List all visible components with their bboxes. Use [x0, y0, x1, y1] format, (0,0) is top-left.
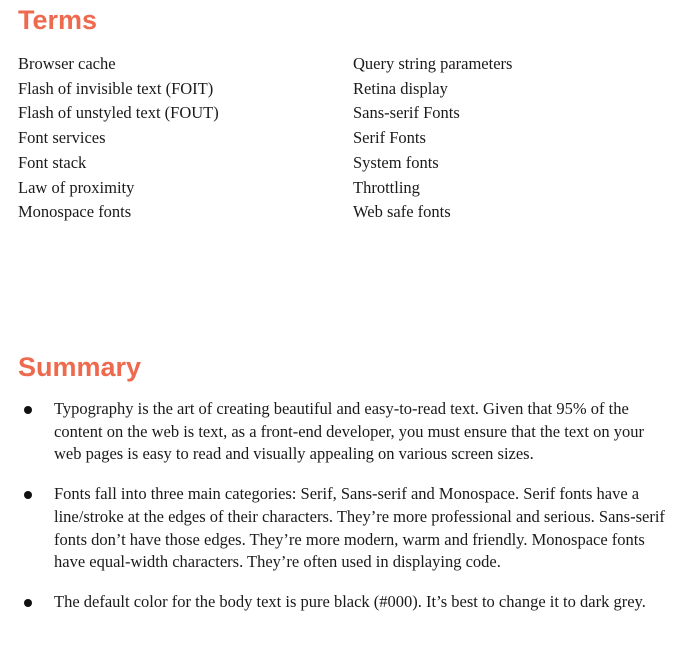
bullet-icon: [24, 599, 32, 607]
term-item: Monospace fonts: [18, 202, 132, 222]
bullet-icon: [24, 491, 32, 499]
summary-item-text: Fonts fall into three main categories: Serif, Sans-serif and Monospace. Serif fonts have a line/stroke at the edges of their characters. They’re more professional and serious. Sans-serif fonts don’t have those edges. They’re more modern, warm and friendly. Monospace fonts have equal-width characters. They’re often used in displaying code.: [54, 484, 665, 572]
term-item: Throttling: [353, 177, 420, 197]
term-item: Web safe fonts: [353, 202, 451, 222]
summary-item: [0, 398, 682, 466]
term-item: Law of proximity: [18, 177, 135, 197]
term-item: System fonts: [353, 152, 439, 172]
terms-list-left: [18, 52, 219, 225]
summary-list: [0, 398, 682, 631]
term-item: Retina display: [353, 78, 448, 98]
summary-heading: Summary: [18, 352, 142, 382]
bullet-icon: [24, 406, 32, 414]
term-item: Font stack: [18, 152, 87, 172]
term-item: Browser cache: [18, 54, 116, 73]
term-item: Font services: [18, 128, 106, 148]
summary-item: [0, 591, 682, 614]
summary-item-text: Typography is the art of creating beautiful and easy-to-read text. Given that 95% of the content on the web is text, as a front-end developer, you must ensure that the text on your web pages is easy to read and visually appealing on various screen sizes.: [54, 399, 644, 464]
terms-list-right: [353, 52, 512, 225]
term-item: Serif Fonts: [353, 128, 426, 148]
term-item: Query string parameters: [353, 54, 513, 73]
term-item: Flash of invisible text (FOIT): [18, 78, 214, 98]
summary-item-text: The default color for the body text is pure black (#000). It’s best to change it to dark grey.: [54, 591, 646, 611]
summary-item: [0, 483, 682, 574]
term-item: Sans-serif Fonts: [353, 103, 460, 123]
terms-heading: Terms: [18, 5, 98, 35]
term-item: Flash of unstyled text (FOUT): [18, 103, 219, 123]
